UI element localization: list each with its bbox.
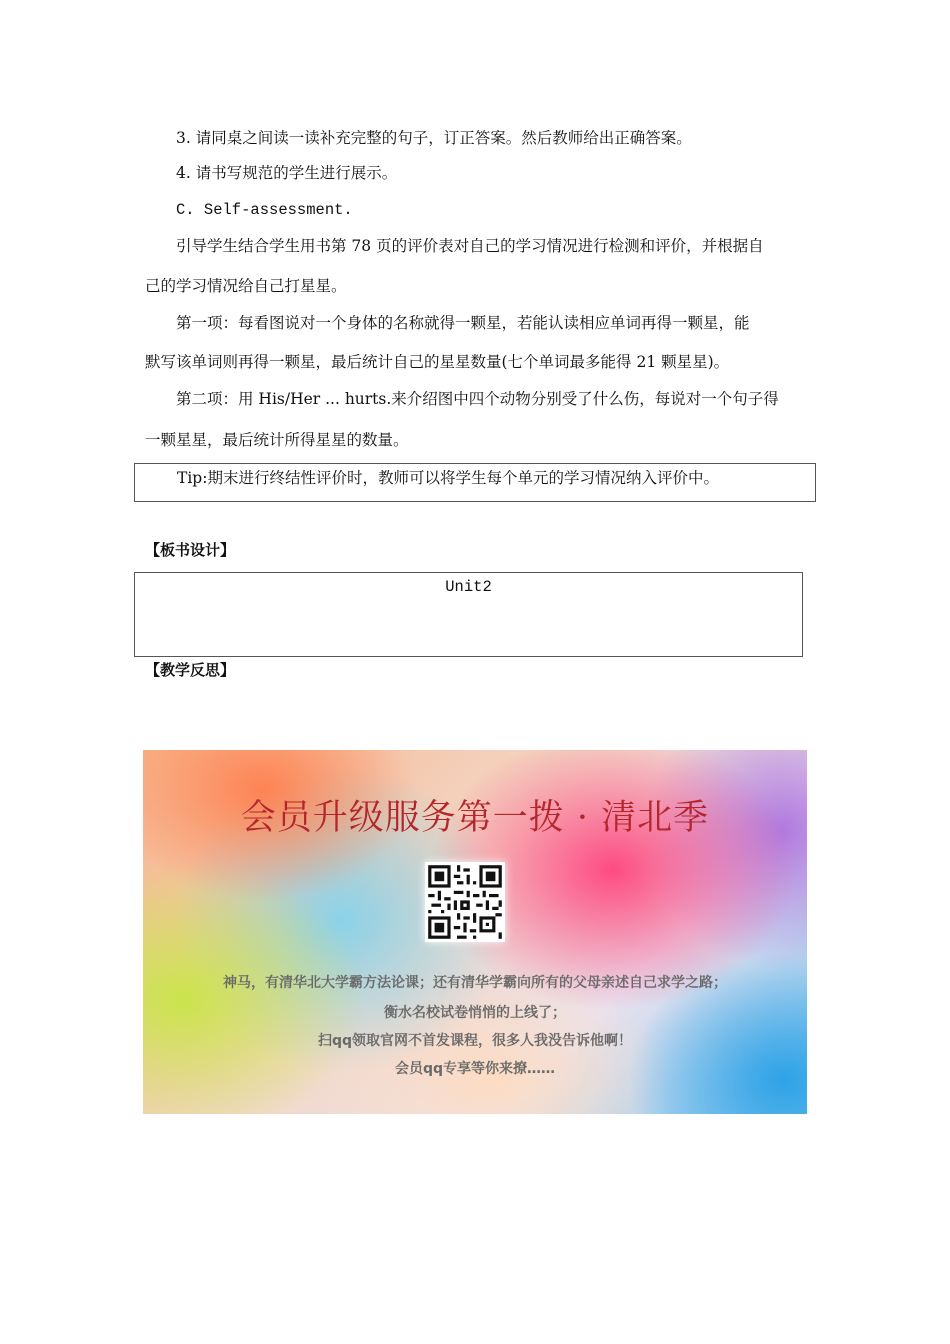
paragraph-3-line-2: 一颗星星，最后统计所得星星的数量。 <box>145 431 409 449</box>
qr-code-icon <box>425 862 505 942</box>
banner-title: 会员升级服务第一拨 · 清北季 <box>240 798 710 838</box>
paragraph-2-line-1: 第一项：每看图说对一个身体的名称就得一颗星，若能认读相应单词再得一颗星，能 <box>176 314 750 332</box>
banner-line-3: 扫qq领取官网不首发课程，很多人我没告诉他啊！ <box>317 1033 633 1049</box>
board-design-heading: 【板书设计】 <box>145 541 236 559</box>
banner-line-1: 神马，有清华北大学霸方法论课；还有清华学霸向所有的父母亲述自己求学之路； <box>223 975 727 991</box>
step-3-text: 3. 请同桌之间读一读补充完整的句子，订正答案。然后教师给出正确答案。 <box>176 129 692 147</box>
paragraph-1-line-2: 己的学习情况给自己打星星。 <box>145 277 347 295</box>
paragraph-2-line-2: 默写该单词则再得一颗星，最后统计自己的星星数量(七个单词最多能得 21 颗星星)。 <box>145 353 730 371</box>
tip-text: Tip:期末进行终结性评价时，教师可以将学生每个单元的学习情况纳入评价中。 <box>177 469 719 487</box>
board-unit-title: Unit2 <box>445 578 492 596</box>
step-4-text: 4. 请书写规范的学生进行展示。 <box>176 164 398 182</box>
membership-banner <box>143 750 807 1114</box>
section-c-heading: C. Self-assessment. <box>176 201 353 219</box>
tip-box <box>134 463 816 502</box>
banner-line-2: 衡水名校试卷悄悄的上线了； <box>384 1005 566 1021</box>
teaching-reflection-heading: 【教学反思】 <box>145 661 236 679</box>
paragraph-1-line-1: 引导学生结合学生用书第 78 页的评价表对自己的学习情况进行检测和评价，并根据自 <box>176 237 764 255</box>
banner-line-4: 会员qq专享等你来撩…… <box>394 1061 556 1077</box>
paragraph-3-line-1: 第二项：用 His/Her ... hurts.来介绍图中四个动物分别受了什么伤，每说对一个句子得 <box>176 390 779 408</box>
board-design-box <box>134 572 803 657</box>
